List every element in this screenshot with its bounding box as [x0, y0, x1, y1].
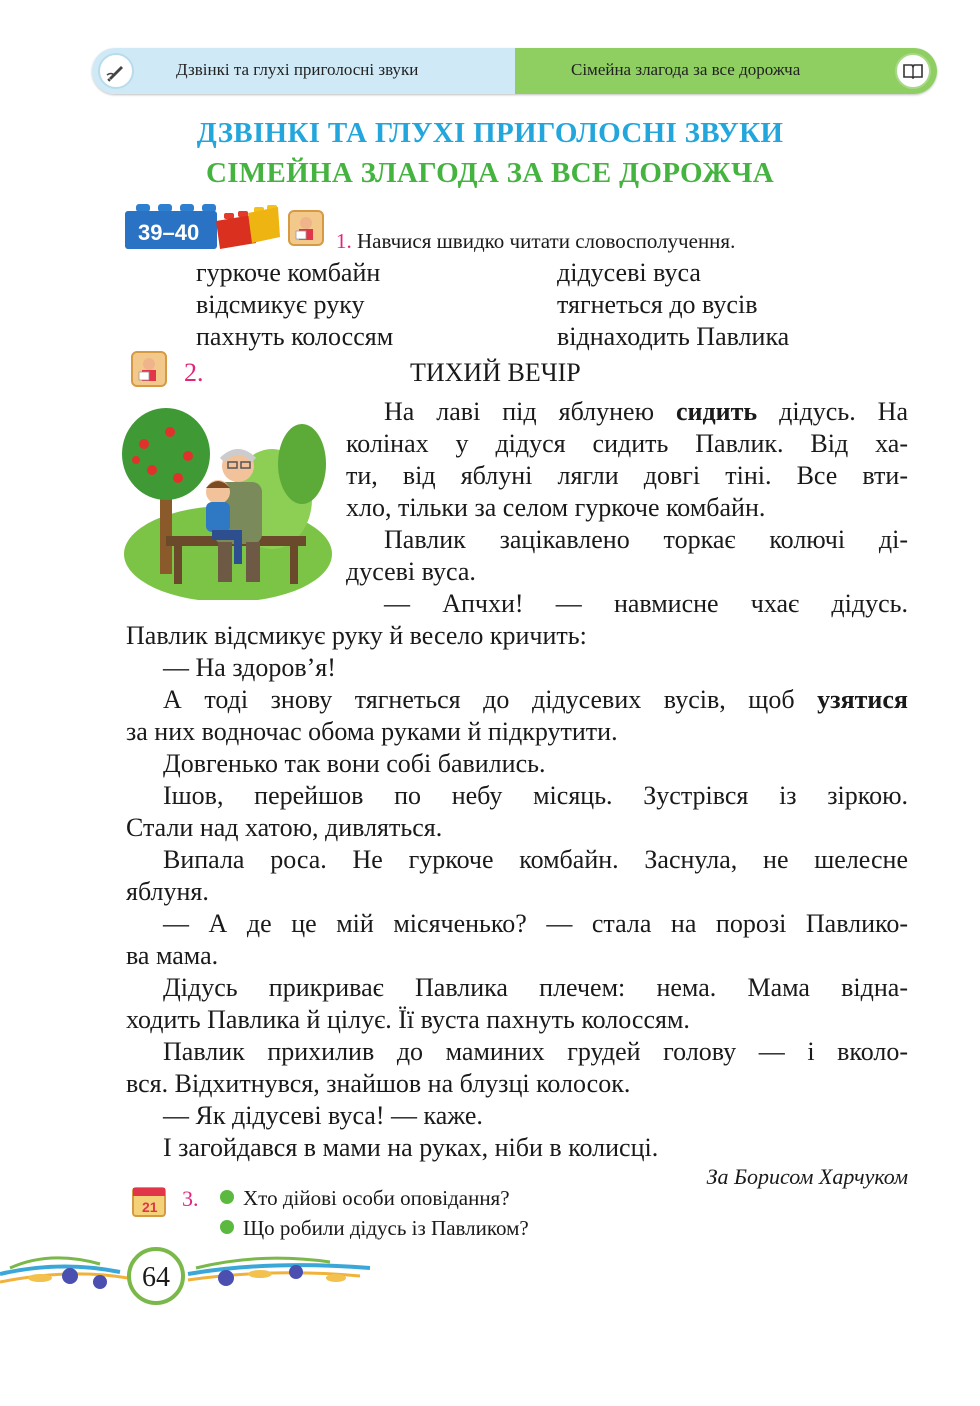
header-right-text: Сімейна злагода за все дорожча: [571, 60, 801, 79]
task1-number: 1.: [336, 229, 352, 253]
story-line: — Як дідусеві вуса! — каже.: [163, 1101, 483, 1130]
story-line: На лаві під яблунею сидить дідусь. На: [384, 397, 908, 426]
bullet-icon: [220, 1220, 234, 1234]
bullet-icon: [220, 1190, 234, 1204]
story-line: — Апчхи! — навмисне чхає дідусь.: [384, 589, 908, 618]
reading-icon: [287, 209, 327, 249]
story-line: колінах у дідуся сидить Павлик. Від ха-: [346, 429, 908, 458]
story-line: Дідусь прикриває Павлика плечем: нема. Мама відна-: [163, 973, 908, 1002]
task2-number: 2.: [184, 358, 204, 387]
lesson-number-badge: 39–40: [138, 220, 200, 245]
header-left: [92, 48, 515, 94]
bold-word: сидить: [675, 397, 758, 426]
task1-phrase: гуркоче комбайн: [196, 258, 381, 287]
story-line: Ішов, перейшов по небу місяць. Зустрівся із зіркою.: [163, 781, 908, 810]
task3-number: 3.: [182, 1186, 199, 1211]
task1-phrase: пахнуть колоссям: [196, 322, 394, 351]
question-item: Що робили дідусь із Павликом?: [220, 1216, 529, 1241]
book-icon: [895, 53, 931, 89]
page-number: 64: [142, 1262, 170, 1293]
story-line: І загойдався в мами на руках, ніби в колисці.: [163, 1133, 659, 1162]
task1-instruction: Навчися швидко читати словосполучення.: [357, 229, 736, 253]
header-left-text: Дзвінкі та глухі приголосні звуки: [176, 60, 419, 79]
wheat-ornament: [0, 1238, 380, 1310]
story-line: Довгенько так вони собі бавились.: [163, 749, 546, 778]
bold-word: узятися: [817, 685, 908, 714]
pen-icon: [98, 53, 134, 89]
story-line: А тоді знову тягнеться до дідусевих вусів, щоб узятися: [163, 685, 908, 714]
story-line: Випала роса. Не гуркоче комбайн. Заснула, не шелесне: [163, 845, 908, 874]
story-line: вся. Відхитнувся, знайшов на блузці колосок.: [126, 1069, 631, 1098]
page-title-line-1: ДЗВІНКІ ТА ГЛУХІ ПРИГОЛОСНІ ЗВУКИ: [196, 117, 784, 149]
story-line: Павлик прихилив до маминих грудей голову — і вколо-: [163, 1037, 908, 1066]
task1-instruction-line: [336, 229, 735, 254]
story-line: Павлик відсмикує руку й весело кричить:: [126, 621, 587, 650]
svg-text:21: 21: [142, 1199, 158, 1215]
story-line: Стали над хатою, дивляться.: [126, 813, 443, 842]
story-line: ти, від яблуні лягли довгі тіні. Все вти-: [346, 461, 908, 490]
story-line: — На здоров’я!: [163, 653, 336, 682]
story-author: За Борисом Харчуком: [706, 1164, 908, 1189]
header-right: [515, 48, 937, 94]
story-line: за них водночас обома руками й підкрутити.: [126, 717, 618, 746]
calendar-icon: [130, 1180, 170, 1220]
story-line: ва мама.: [126, 941, 219, 970]
story-line: Павлик зацікавлено торкає колючі ді-: [384, 525, 908, 554]
task1-phrase: відсмикує руку: [196, 290, 365, 319]
task1-phrase: дідусеві вуса: [557, 258, 701, 287]
story-line: ходить Павлика й цілує. Її вуста пахнуть колоссям.: [126, 1005, 690, 1034]
grandfather-and-boy-illustration: [122, 404, 334, 600]
reading-icon: [130, 350, 170, 390]
task1-phrase: віднаходить Павлика: [557, 322, 790, 351]
story-line: хло, тільки за селом гуркоче комбайн.: [346, 493, 766, 522]
story-line: дусеві вуса.: [346, 557, 476, 586]
story-title: ТИХИЙ ВЕЧІР: [410, 358, 581, 387]
story-line: яблуня.: [126, 877, 209, 906]
header-bar: [92, 48, 937, 94]
page-title-line-2: СІМЕЙНА ЗЛАГОДА ЗА ВСЕ ДОРОЖЧА: [206, 157, 774, 189]
story-line: — А де це мій місяченько? — стала на порозі Павлико-: [163, 909, 908, 938]
task1-phrase: тягнеться до вусів: [557, 290, 758, 319]
question-item: Хто дійові особи оповідання?: [220, 1186, 510, 1211]
